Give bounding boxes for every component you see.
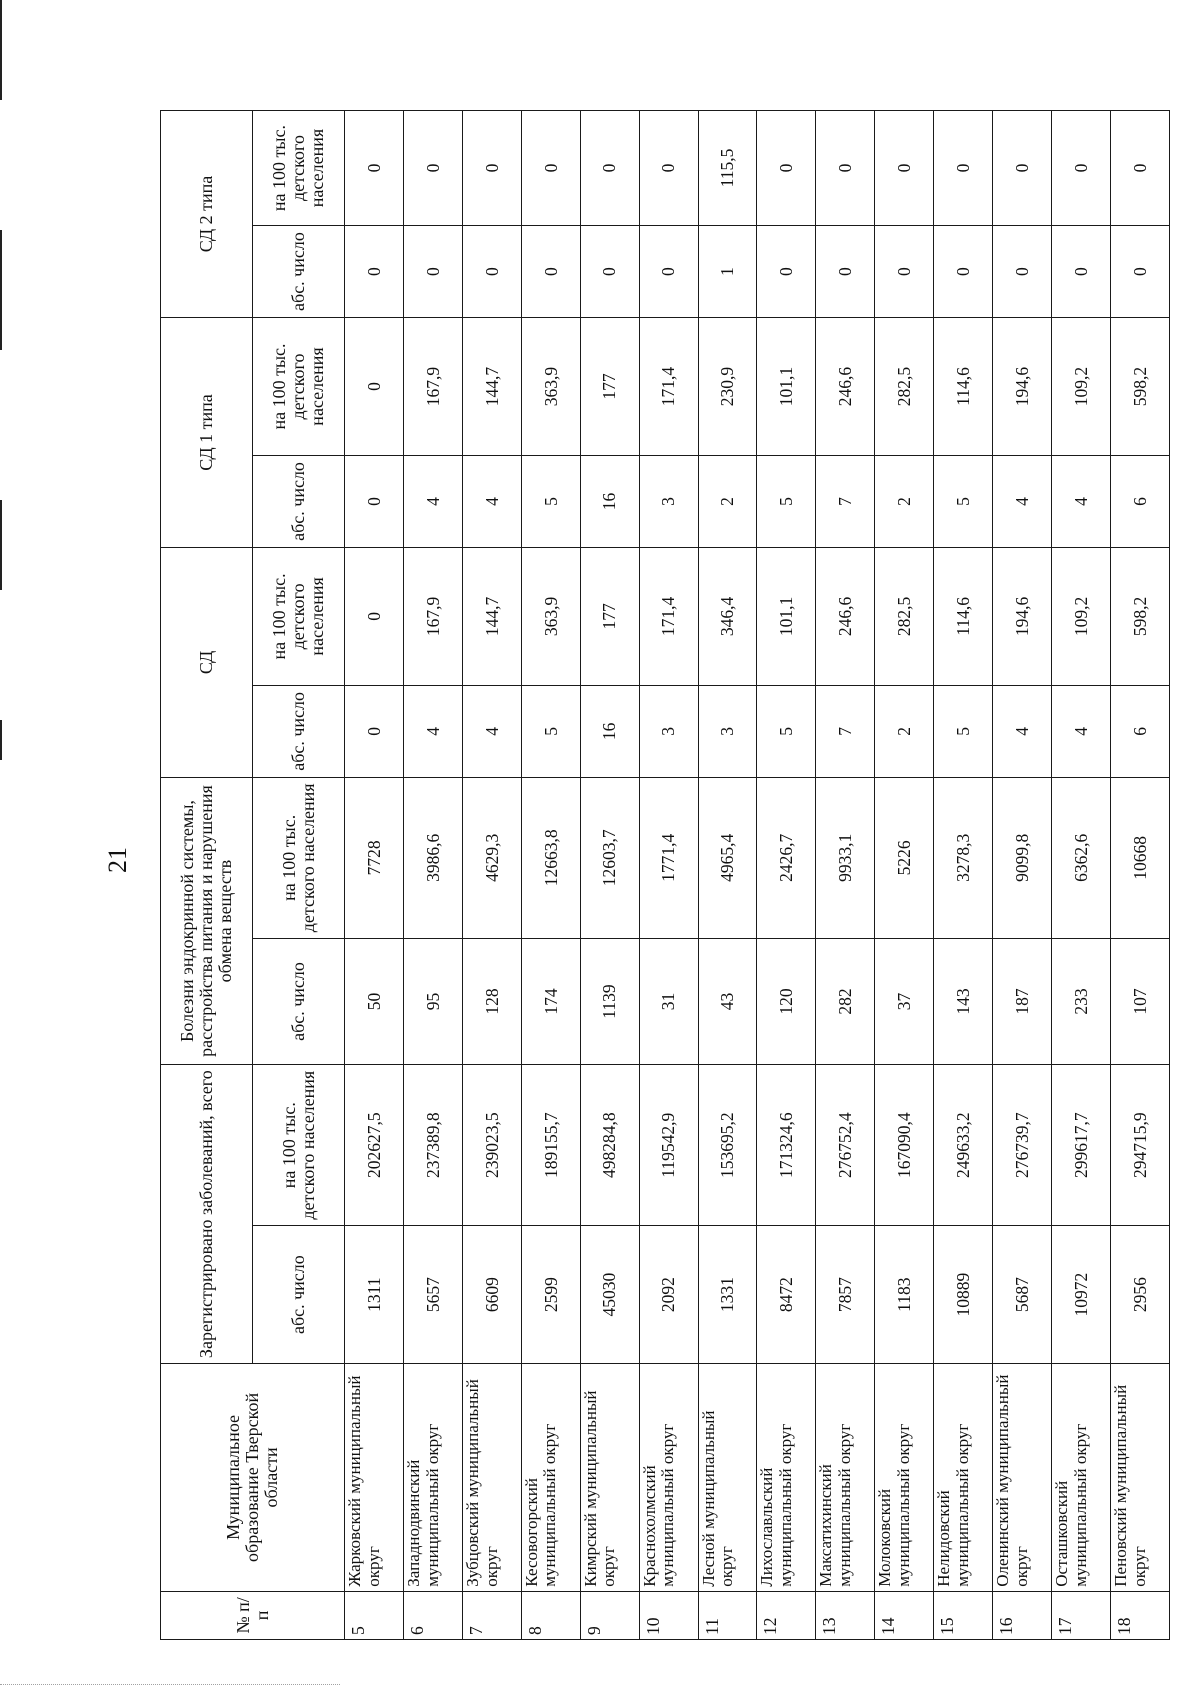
sd1-rate: 363,9 bbox=[521, 318, 580, 456]
table-row bbox=[462, 111, 521, 1640]
sd-abs: 6 bbox=[1110, 685, 1169, 777]
registered-rate: 294715,9 bbox=[1110, 1065, 1169, 1226]
sd1-rate: 114,6 bbox=[934, 318, 993, 456]
municipality-name: Краснохолмский муниципальный округ bbox=[639, 1364, 698, 1592]
sd1-rate: 282,5 bbox=[875, 318, 934, 456]
header-sd1: СД 1 типа bbox=[161, 318, 253, 548]
endocrine-abs: 282 bbox=[816, 938, 875, 1064]
sd-abs: 5 bbox=[757, 685, 816, 777]
sd1-abs: 4 bbox=[462, 455, 521, 547]
table-row bbox=[521, 111, 580, 1640]
registered-abs: 2956 bbox=[1110, 1226, 1169, 1364]
table-row bbox=[345, 111, 404, 1640]
scan-edge-mark bbox=[0, 230, 2, 350]
registered-rate: 171324,6 bbox=[757, 1065, 816, 1226]
sd-rate: 167,9 bbox=[403, 547, 462, 685]
sd1-abs: 6 bbox=[1110, 455, 1169, 547]
endocrine-abs: 107 bbox=[1110, 938, 1169, 1064]
sd-rate: 109,2 bbox=[1052, 547, 1111, 685]
sd1-abs: 2 bbox=[875, 455, 934, 547]
municipality-name: Максатихинский муниципальный округ bbox=[816, 1364, 875, 1592]
sd2-abs: 0 bbox=[580, 226, 639, 318]
registered-rate: 276739,7 bbox=[993, 1065, 1052, 1226]
sd2-rate: 0 bbox=[816, 111, 875, 226]
endocrine-rate: 1771,4 bbox=[639, 777, 698, 938]
row-number: 17 bbox=[1052, 1591, 1111, 1639]
sd-rate: 346,4 bbox=[698, 547, 757, 685]
endocrine-abs: 128 bbox=[462, 938, 521, 1064]
sd-abs: 4 bbox=[1052, 685, 1111, 777]
registered-rate: 276752,4 bbox=[816, 1065, 875, 1226]
sd2-abs: 0 bbox=[403, 226, 462, 318]
municipality-name: Нелидовский муниципальный округ bbox=[934, 1364, 993, 1592]
endocrine-rate: 6362,6 bbox=[1052, 777, 1111, 938]
sd-rate: 282,5 bbox=[875, 547, 934, 685]
municipality-name: Лесной муниципальный округ bbox=[698, 1364, 757, 1592]
sd-rate: 144,7 bbox=[462, 547, 521, 685]
header-sd1-abs: абс. число bbox=[253, 455, 345, 547]
row-number: 18 bbox=[1110, 1591, 1169, 1639]
sd-abs: 4 bbox=[403, 685, 462, 777]
sd-abs: 4 bbox=[462, 685, 521, 777]
registered-abs: 10972 bbox=[1052, 1226, 1111, 1364]
sd2-abs: 0 bbox=[521, 226, 580, 318]
sd2-abs: 0 bbox=[934, 226, 993, 318]
row-number: 5 bbox=[345, 1591, 404, 1639]
registered-rate: 249633,2 bbox=[934, 1065, 993, 1226]
sd1-rate: 0 bbox=[345, 318, 404, 456]
scan-edge-mark bbox=[0, 0, 2, 100]
header-reg-abs: абс. число bbox=[253, 1226, 345, 1364]
sd1-abs: 5 bbox=[757, 455, 816, 547]
sd2-rate: 0 bbox=[757, 111, 816, 226]
row-number: 7 bbox=[462, 1591, 521, 1639]
endocrine-abs: 50 bbox=[345, 938, 404, 1064]
sd2-rate: 0 bbox=[934, 111, 993, 226]
sd-rate: 0 bbox=[345, 547, 404, 685]
sd1-rate: 101,1 bbox=[757, 318, 816, 456]
sd-abs: 5 bbox=[934, 685, 993, 777]
municipality-name: Осташковский муниципальный округ bbox=[1052, 1364, 1111, 1592]
sd1-abs: 4 bbox=[1052, 455, 1111, 547]
endocrine-rate: 10668 bbox=[1110, 777, 1169, 938]
header-registered: Зарегистрировано заболеваний, всего bbox=[161, 1065, 253, 1364]
endocrine-abs: 95 bbox=[403, 938, 462, 1064]
table-row bbox=[934, 111, 993, 1640]
municipality-name: Пеновский муниципальный округ bbox=[1110, 1364, 1169, 1592]
sd1-rate: 144,7 bbox=[462, 318, 521, 456]
endocrine-rate: 4629,3 bbox=[462, 777, 521, 938]
municipality-name: Оленинский муниципальный округ bbox=[993, 1364, 1052, 1592]
sd-rate: 246,6 bbox=[816, 547, 875, 685]
sd2-rate: 0 bbox=[345, 111, 404, 226]
table-row bbox=[816, 111, 875, 1640]
registered-rate: 189155,7 bbox=[521, 1065, 580, 1226]
sd2-abs: 0 bbox=[639, 226, 698, 318]
registered-rate: 299617,7 bbox=[1052, 1065, 1111, 1226]
sd1-rate: 194,6 bbox=[993, 318, 1052, 456]
sd-abs: 0 bbox=[345, 685, 404, 777]
endocrine-rate: 3986,6 bbox=[403, 777, 462, 938]
sd1-abs: 4 bbox=[403, 455, 462, 547]
table-body bbox=[345, 111, 1170, 1640]
sd1-abs: 3 bbox=[639, 455, 698, 547]
sd-abs: 7 bbox=[816, 685, 875, 777]
registered-rate: 237389,8 bbox=[403, 1065, 462, 1226]
header-end-rate: на 100 тыс. детского населения bbox=[253, 777, 345, 938]
page-number: 21 bbox=[103, 847, 132, 873]
registered-abs: 5687 bbox=[993, 1226, 1052, 1364]
endocrine-abs: 143 bbox=[934, 938, 993, 1064]
endocrine-abs: 43 bbox=[698, 938, 757, 1064]
row-number: 15 bbox=[934, 1591, 993, 1639]
sd2-rate: 0 bbox=[462, 111, 521, 226]
endocrine-abs: 120 bbox=[757, 938, 816, 1064]
municipality-name: Кимрский муниципальный округ bbox=[580, 1364, 639, 1592]
endocrine-abs: 31 bbox=[639, 938, 698, 1064]
sd1-abs: 16 bbox=[580, 455, 639, 547]
sd-abs: 3 bbox=[639, 685, 698, 777]
table-row bbox=[993, 111, 1052, 1640]
sd1-rate: 598,2 bbox=[1110, 318, 1169, 456]
registered-rate: 202627,5 bbox=[345, 1065, 404, 1226]
sd2-rate: 0 bbox=[993, 111, 1052, 226]
sd1-rate: 177 bbox=[580, 318, 639, 456]
sd-rate: 101,1 bbox=[757, 547, 816, 685]
row-number: 11 bbox=[698, 1591, 757, 1639]
sd1-abs: 0 bbox=[345, 455, 404, 547]
registered-rate: 167090,4 bbox=[875, 1065, 934, 1226]
sd2-abs: 0 bbox=[462, 226, 521, 318]
sd1-rate: 167,9 bbox=[403, 318, 462, 456]
sd1-rate: 230,9 bbox=[698, 318, 757, 456]
sd-rate: 598,2 bbox=[1110, 547, 1169, 685]
municipality-name: Зубцовский муниципальный округ bbox=[462, 1364, 521, 1592]
sd1-abs: 5 bbox=[934, 455, 993, 547]
row-number: 6 bbox=[403, 1591, 462, 1639]
endocrine-rate: 12603,7 bbox=[580, 777, 639, 938]
sd2-abs: 1 bbox=[698, 226, 757, 318]
endocrine-rate: 9933,1 bbox=[816, 777, 875, 938]
header-endocrine: Болезни эндокринной системы, расстройства питания и нарушения обмена веществ bbox=[161, 777, 253, 1064]
morbidity-table bbox=[160, 110, 1170, 1640]
sd-abs: 4 bbox=[993, 685, 1052, 777]
registered-abs: 2599 bbox=[521, 1226, 580, 1364]
endocrine-rate: 4965,4 bbox=[698, 777, 757, 938]
row-number: 16 bbox=[993, 1591, 1052, 1639]
header-sd2-rate: на 100 тыс. детского населения bbox=[253, 111, 345, 226]
sd2-abs: 0 bbox=[875, 226, 934, 318]
sd-rate: 177 bbox=[580, 547, 639, 685]
endocrine-rate: 2426,7 bbox=[757, 777, 816, 938]
registered-abs: 1183 bbox=[875, 1226, 934, 1364]
rotated-table-wrapper bbox=[160, 110, 1170, 1640]
sd2-rate: 0 bbox=[1052, 111, 1111, 226]
sd2-rate: 0 bbox=[875, 111, 934, 226]
table-row bbox=[698, 111, 757, 1640]
registered-abs: 45030 bbox=[580, 1226, 639, 1364]
sd2-abs: 0 bbox=[993, 226, 1052, 318]
endocrine-rate: 9099,8 bbox=[993, 777, 1052, 938]
endocrine-rate: 12663,8 bbox=[521, 777, 580, 938]
scan-edge-mark bbox=[0, 720, 2, 760]
header-sd-abs: абс. число bbox=[253, 685, 345, 777]
sd-abs: 3 bbox=[698, 685, 757, 777]
header-row-top bbox=[161, 111, 253, 1640]
sd2-rate: 0 bbox=[403, 111, 462, 226]
sd2-abs: 0 bbox=[1110, 226, 1169, 318]
header-municipality: Муниципальное образование Тверской области bbox=[161, 1364, 345, 1592]
endocrine-abs: 174 bbox=[521, 938, 580, 1064]
registered-abs: 5657 bbox=[403, 1226, 462, 1364]
sd2-rate: 0 bbox=[580, 111, 639, 226]
municipality-name: Западнодвинский муниципальный округ bbox=[403, 1364, 462, 1592]
sd2-rate: 0 bbox=[1110, 111, 1169, 226]
registered-abs: 7857 bbox=[816, 1226, 875, 1364]
sd-abs: 16 bbox=[580, 685, 639, 777]
endocrine-rate: 3278,3 bbox=[934, 777, 993, 938]
endocrine-abs: 187 bbox=[993, 938, 1052, 1064]
sd1-abs: 7 bbox=[816, 455, 875, 547]
sd2-abs: 0 bbox=[345, 226, 404, 318]
sd2-abs: 0 bbox=[757, 226, 816, 318]
sd-abs: 2 bbox=[875, 685, 934, 777]
table-row bbox=[1052, 111, 1111, 1640]
sd1-rate: 109,2 bbox=[1052, 318, 1111, 456]
sd1-abs: 4 bbox=[993, 455, 1052, 547]
sd-rate: 171,4 bbox=[639, 547, 698, 685]
sd-abs: 5 bbox=[521, 685, 580, 777]
sd2-abs: 0 bbox=[1052, 226, 1111, 318]
table-row bbox=[580, 111, 639, 1640]
registered-rate: 153695,2 bbox=[698, 1065, 757, 1226]
municipality-name: Жарковский муниципальный округ bbox=[345, 1364, 404, 1592]
municipality-name: Лихославльский муниципальный округ bbox=[757, 1364, 816, 1592]
municipality-name: Кесовогорский муниципальный округ bbox=[521, 1364, 580, 1592]
registered-rate: 239023,5 bbox=[462, 1065, 521, 1226]
table-row bbox=[639, 111, 698, 1640]
endocrine-abs: 37 bbox=[875, 938, 934, 1064]
row-number: 12 bbox=[757, 1591, 816, 1639]
sd1-abs: 2 bbox=[698, 455, 757, 547]
sd2-rate: 0 bbox=[521, 111, 580, 226]
endocrine-rate: 7728 bbox=[345, 777, 404, 938]
header-num: № п/п bbox=[161, 1591, 345, 1639]
header-sd1-rate: на 100 тыс. детского населения bbox=[253, 318, 345, 456]
header-sd2-abs: абс. число bbox=[253, 226, 345, 318]
row-number: 13 bbox=[816, 1591, 875, 1639]
row-number: 10 bbox=[639, 1591, 698, 1639]
sd2-rate: 115,5 bbox=[698, 111, 757, 226]
registered-abs: 2092 bbox=[639, 1226, 698, 1364]
row-number: 14 bbox=[875, 1591, 934, 1639]
scan-edge-mark bbox=[0, 500, 2, 590]
row-number: 9 bbox=[580, 1591, 639, 1639]
header-end-abs: абс. число bbox=[253, 938, 345, 1064]
sd1-rate: 171,4 bbox=[639, 318, 698, 456]
registered-abs: 8472 bbox=[757, 1226, 816, 1364]
endocrine-abs: 233 bbox=[1052, 938, 1111, 1064]
registered-abs: 1331 bbox=[698, 1226, 757, 1364]
sd2-rate: 0 bbox=[639, 111, 698, 226]
header-reg-rate: на 100 тыс. детского населения bbox=[253, 1065, 345, 1226]
endocrine-abs: 1139 bbox=[580, 938, 639, 1064]
table-row bbox=[875, 111, 934, 1640]
header-sd: СД bbox=[161, 547, 253, 777]
registered-rate: 119542,9 bbox=[639, 1065, 698, 1226]
sd-rate: 363,9 bbox=[521, 547, 580, 685]
registered-abs: 6609 bbox=[462, 1226, 521, 1364]
endocrine-rate: 5226 bbox=[875, 777, 934, 938]
municipality-name: Молоковский муниципальный округ bbox=[875, 1364, 934, 1592]
row-number: 8 bbox=[521, 1591, 580, 1639]
sd-rate: 194,6 bbox=[993, 547, 1052, 685]
scan-noise bbox=[0, 1684, 340, 1691]
sd1-abs: 5 bbox=[521, 455, 580, 547]
table-row bbox=[1110, 111, 1169, 1640]
header-sd-rate: на 100 тыс. детского населения bbox=[253, 547, 345, 685]
sd2-abs: 0 bbox=[816, 226, 875, 318]
registered-abs: 10889 bbox=[934, 1226, 993, 1364]
header-sd2: СД 2 типа bbox=[161, 111, 253, 318]
table-row bbox=[403, 111, 462, 1640]
sd-rate: 114,6 bbox=[934, 547, 993, 685]
sd1-rate: 246,6 bbox=[816, 318, 875, 456]
registered-rate: 498284,8 bbox=[580, 1065, 639, 1226]
registered-abs: 1311 bbox=[345, 1226, 404, 1364]
table-row bbox=[757, 111, 816, 1640]
